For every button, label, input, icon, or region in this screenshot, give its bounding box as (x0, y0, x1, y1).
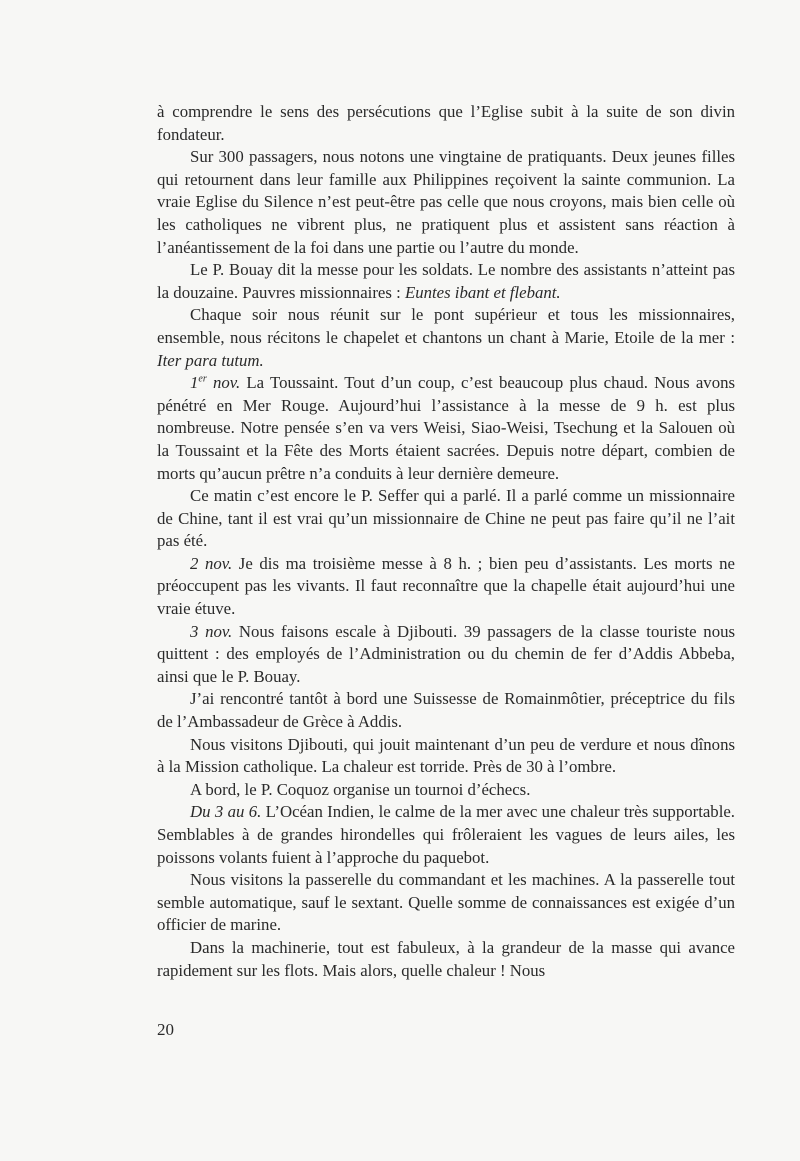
paragraph (157, 621, 735, 689)
body-text (157, 101, 735, 982)
paragraph (157, 553, 735, 621)
italic-text: nov. (206, 373, 241, 393)
paragraph (157, 779, 735, 802)
text-segment: Nous visitons la passerelle du commandant et les machines. A la passerelle tout semble automatique, sauf le sextant. Quelle somme de connaissances est exigée d’un officier de marine. (157, 870, 735, 935)
paragraph (157, 801, 735, 869)
italic-text: Iter para tutum. (157, 350, 264, 370)
text-segment: J’ai rencontré tantôt à bord une Suissesse de Romainmôtier, préceptrice du fils de l’Ambassadeur de Grèce à Addis. (157, 689, 735, 732)
italic-text: 3 nov. (190, 621, 233, 641)
paragraph (157, 688, 735, 733)
italic-text: Du 3 au 6. (190, 802, 262, 822)
text-segment: Sur 300 passagers, nous notons une vingtaine de pratiquants. Deux jeunes filles qui retournent dans leur famille aux Philippines reçoivent la sainte communion. La vraie Eglise du Silence n’est peut-être pas celle que nous croyons, mais bien celle où les catholiques ne vibrent plus, ne pratiquent plus et assistent sans réaction à l’anéantissement de la foi dans une partie ou l’autre du monde. (157, 147, 735, 257)
paragraph (157, 146, 735, 259)
paragraph (157, 304, 735, 372)
paragraph (157, 937, 735, 982)
paragraph (157, 869, 735, 937)
italic-text: Euntes ibant et flebant. (404, 282, 561, 302)
paragraph (157, 259, 735, 304)
text-segment: Je dis ma troisième messe à 8 h. ; bien peu d’assistants. Les morts ne préoccupent pas les vivants. Il faut reconnaître que la chapelle était aujourd’hui une vraie étuve. (157, 553, 735, 619)
paragraph (157, 372, 735, 485)
italic-text: 2 nov. (190, 553, 233, 573)
text-segment: Nous faisons escale à Djibouti. 39 passagers de la classe touriste nous quittent : des employés de l’Administration ou du chemin de fer d’Addis Abbeba, ainsi que le P. Bouay. (157, 621, 736, 686)
text-segment: La Toussaint. Tout d’un coup, c’est beaucoup plus chaud. Nous avons pénétré en Mer Rouge. Aujourd’hui l’assistance à la messe de 9 h. est plus nombreuse. Notre pensée s’en va vers Weisi, Siao-Weisi, Tsechung et la Salouen où la Toussaint et la Fête des Morts étaient sacrées. Depuis notre départ, combien de morts qu’aucun prêtre n’a conduits à leur dernière demeure. (157, 373, 735, 483)
paragraph (157, 734, 735, 779)
text-segment: Dans la machinerie, tout est fabuleux, à la grandeur de la masse qui avance rapidement sur les flots. Mais alors, quelle chaleur ! Nous (157, 937, 735, 980)
text-segment: Le P. Bouay dit la messe pour les soldats. Le nombre des assistants n’atteint pas la douzaine. Pauvres missionnaires : (157, 260, 735, 302)
text-segment: Chaque soir nous réunit sur le pont supérieur et tous les missionnaires, ensemble, nous récitons le chapelet et chantons un chant à Marie, Etoile de la mer : (157, 305, 735, 347)
text-segment: A bord, le P. Coquoz organise un tournoi d’échecs. (190, 779, 531, 799)
italic-text: 1 (190, 373, 199, 393)
text-segment: à comprendre le sens des persécutions que l’Eglise subit à la suite de son divin fondateur. (157, 102, 735, 144)
text-segment: Ce matin c’est encore le P. Seffer qui a parlé. Il a parlé comme un missionnaire de Chine, tant il est vrai qu’un missionnaire de Chine ne peut pas faire qu’il ne l’ait pas été. (157, 486, 735, 551)
superscript-text: er (198, 373, 207, 385)
paragraph (157, 485, 735, 553)
text-segment: Nous visitons Djibouti, qui jouit maintenant d’un peu de verdure et nous dînons à la Mission catholique. La chaleur est torride. Près de 30 à l’ombre. (157, 734, 735, 777)
page-number: 20 (157, 1020, 174, 1039)
text-segment: L’Océan Indien, le calme de la mer avec une chaleur très supportable. Semblables à de grandes hirondelles qui frôleraient les vagues de leurs ailes, les poissons volants fuient à l’approche du paquebot. (157, 802, 735, 867)
paragraph (157, 101, 735, 146)
